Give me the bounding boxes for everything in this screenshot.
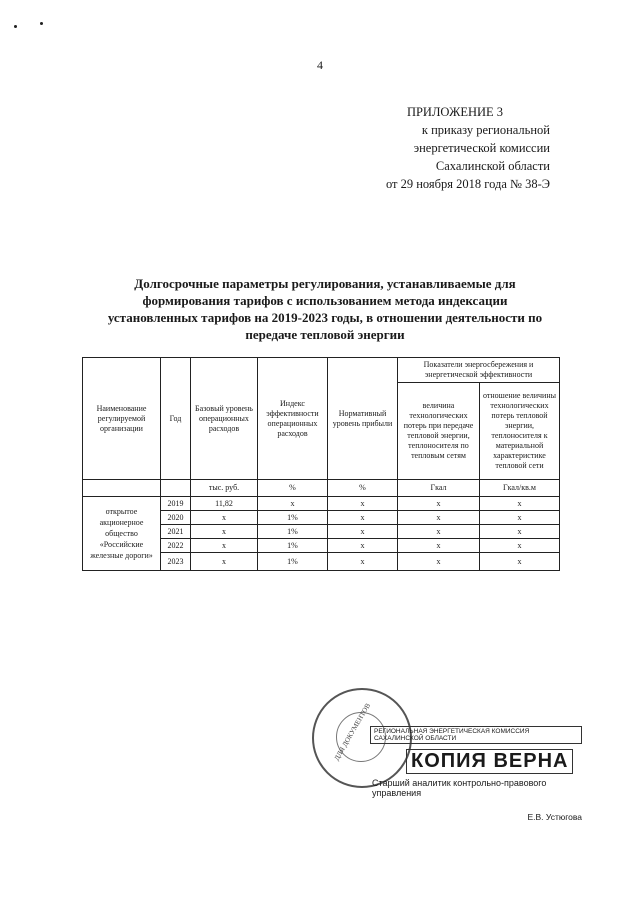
appendix-line: к приказу региональной [421, 123, 550, 137]
cell-index: 1% [258, 539, 328, 553]
header-group: Показатели энергосбережения и энергетической эффективности [398, 358, 560, 383]
document-title: Долгосрочные параметры регулирования, устанавливаемые для формирования тарифов с использованием метода индексации установленных тарифов на 2019-2023 годы, в отношении деятельности по передаче тепловой энергии [107, 276, 543, 342]
cell-year: 2019 [161, 497, 191, 511]
certified-copy-stamp [370, 726, 582, 822]
stamp-org-line: РЕГИОНАЛЬНАЯ ЭНЕРГЕТИЧЕСКАЯ КОМИССИЯ САХАЛИНСКОЙ ОБЛАСТИ [370, 726, 582, 744]
cell-base: х [191, 539, 258, 553]
cell-profit: х [328, 511, 398, 525]
cell-year: 2020 [161, 511, 191, 525]
unit-cell: тыс. руб. [191, 480, 258, 497]
appendix-line: Сахалинской области [435, 159, 550, 173]
cell-base: х [191, 553, 258, 571]
cell-ratio: х [480, 539, 560, 553]
cell-losses: х [398, 553, 480, 571]
appendix-date: от 29 ноября 2018 года № 38-Э [385, 177, 550, 191]
unit-cell: % [328, 480, 398, 497]
header-year: Год [161, 358, 191, 480]
stamp-copy-label: КОПИЯ ВЕРНА [406, 749, 573, 774]
unit-cell: Гкал [398, 480, 480, 497]
stamp-signer: Е.В. Устюгова [527, 812, 582, 822]
cell-year: 2023 [161, 553, 191, 571]
cell-profit: х [328, 497, 398, 511]
cell-base: 11,82 [191, 497, 258, 511]
header-org: Наименование регулируемой организации [83, 358, 161, 480]
appendix-header [360, 103, 550, 193]
cell-ratio: х [480, 511, 560, 525]
page-number: 4 [317, 58, 323, 72]
cell-index: 1% [258, 525, 328, 539]
cell-index: 1% [258, 553, 328, 571]
cell-losses: х [398, 539, 480, 553]
cell-year: 2022 [161, 539, 191, 553]
scan-dot [40, 22, 43, 25]
table-row [83, 497, 560, 511]
cell-losses: х [398, 525, 480, 539]
cell-ratio: х [480, 553, 560, 571]
cell-profit: х [328, 539, 398, 553]
cell-losses: х [398, 511, 480, 525]
cell-profit: х [328, 553, 398, 571]
header-losses: величина технологических потерь при передаче тепловой энергии, теплоносителя по тепловым сетям [398, 383, 480, 480]
cell-base: х [191, 525, 258, 539]
seal-text: ДЛЯ ДОКУМЕНТОВ [332, 701, 373, 763]
scan-dot [14, 25, 17, 28]
cell-losses: х [398, 497, 480, 511]
unit-cell [161, 480, 191, 497]
org-name: открытое акционерное общество «Российские железные дороги» [83, 497, 161, 571]
cell-ratio: х [480, 497, 560, 511]
header-ratio: отношение величины технологических потерь тепловой энергии, теплоносителя к материальной характеристике тепловой сети [480, 383, 560, 480]
header-base: Базовый уровень операционных расходов [191, 358, 258, 480]
header-index: Индекс эффективности операционных расходов [258, 358, 328, 480]
cell-index: 1% [258, 511, 328, 525]
cell-year: 2021 [161, 525, 191, 539]
unit-cell: Гкал/кв.м [480, 480, 560, 497]
cell-base: х [191, 511, 258, 525]
parameters-table [82, 357, 560, 571]
header-profit: Нормативный уровень прибыли [328, 358, 398, 480]
cell-ratio: х [480, 525, 560, 539]
appendix-line: энергетической комиссии [413, 141, 550, 155]
cell-index: х [258, 497, 328, 511]
cell-profit: х [328, 525, 398, 539]
appendix-title: ПРИЛОЖЕНИЕ 3 [406, 105, 504, 119]
unit-cell: % [258, 480, 328, 497]
unit-cell [83, 480, 161, 497]
stamp-position: Старший аналитик контрольно-правового управления [372, 778, 547, 798]
